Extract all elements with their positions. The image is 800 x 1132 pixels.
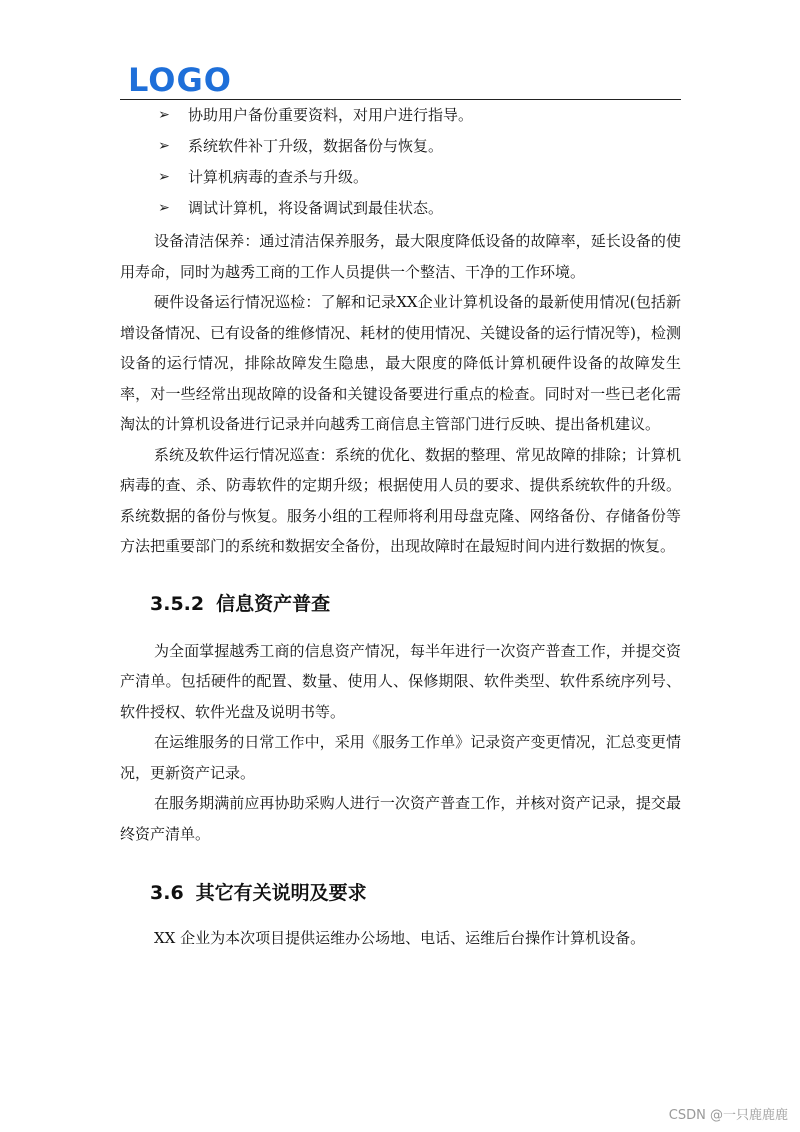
company-logo: LOGO (128, 61, 232, 99)
paragraph: XX 企业为本次项目提供运维办公场地、电话、运维后台操作计算机设备。 (154, 929, 646, 947)
list-item (120, 193, 681, 224)
arrowhead-bullet-icon: ➢ (158, 200, 170, 216)
section-title: 信息资产普查 (216, 592, 331, 615)
list-item (120, 162, 681, 193)
section-number: 3.6 (150, 882, 184, 904)
paragraph: 在运维服务的日常工作中，采用《服务工作单》记录资产变更情况，汇总变更情况，更新资产记录。 (120, 733, 681, 782)
section-heading-3-6 (120, 878, 681, 908)
section-heading-3-5-2 (120, 589, 681, 619)
list-item (120, 100, 681, 131)
list-item-text: 调试计算机，将设备调试到最佳状态。 (188, 199, 444, 217)
arrowhead-bullet-icon: ➢ (158, 107, 170, 123)
document-body (120, 100, 681, 954)
paragraph-hardware-inspection: 硬件设备运行情况巡检：了解和记录XX企业计算机设备的最新使用情况(包括新增设备情况、已有设备的维修情况、耗材的使用情况、关键设备的运行情况等)，检测设备的运行情况，排除故障发生隐患，最大限度的降低计算机硬件设备的故障发生率，对一些经常出现故障的设备和关键设备要进行重点的检查。同时对一些已老化需淘汰的计算机设备进行记录并向越秀工商信息主管部门进行反映、提出备机建议。 (120, 293, 681, 433)
paragraph: 在服务期满前应再协助采购人进行一次资产普查工作，并核对资产记录，提交最终资产清单。 (120, 794, 681, 843)
paragraph-software-inspection: 系统及软件运行情况巡查：系统的优化、数据的整理、常见故障的排除；计算机病毒的查、杀、防毒软件的定期升级；根据使用人员的要求、提供系统软件的升级。系统数据的备份与恢复。服务小组的工程师将利用母盘克隆、网络备份、存储备份等方法把重要部门的系统和数据安全备份，出现故障时在最短时间内进行数据的恢复。 (120, 445, 681, 555)
paragraph: 为全面掌握越秀工商的信息资产情况，每半年进行一次资产普查工作，并提交资产清单。包括硬件的配置、数量、使用人、保修期限、软件类型、软件系统序列号、软件授权、软件光盘及说明书等。 (120, 641, 681, 721)
paragraph-equipment-cleaning: 设备清洁保养：通过清洁保养服务，最大限度降低设备的故障率，延长设备的使用寿命，同时为越秀工商的工作人员提供一个整洁、干净的工作环境。 (120, 232, 681, 281)
list-item-text: 计算机病毒的查杀与升级。 (188, 168, 369, 186)
arrowhead-bullet-icon: ➢ (158, 138, 170, 154)
section-title: 其它有关说明及要求 (195, 882, 367, 904)
list-item-text: 系统软件补丁升级，数据备份与恢复。 (188, 137, 444, 155)
watermark: CSDN @一只鹿鹿鹿 (668, 1108, 788, 1123)
section-number: 3.5.2 (150, 592, 205, 615)
arrowhead-bullet-icon: ➢ (158, 169, 170, 185)
list-item-text: 协助用户备份重要资料，对用户进行指导。 (188, 106, 474, 124)
list-item (120, 131, 681, 162)
